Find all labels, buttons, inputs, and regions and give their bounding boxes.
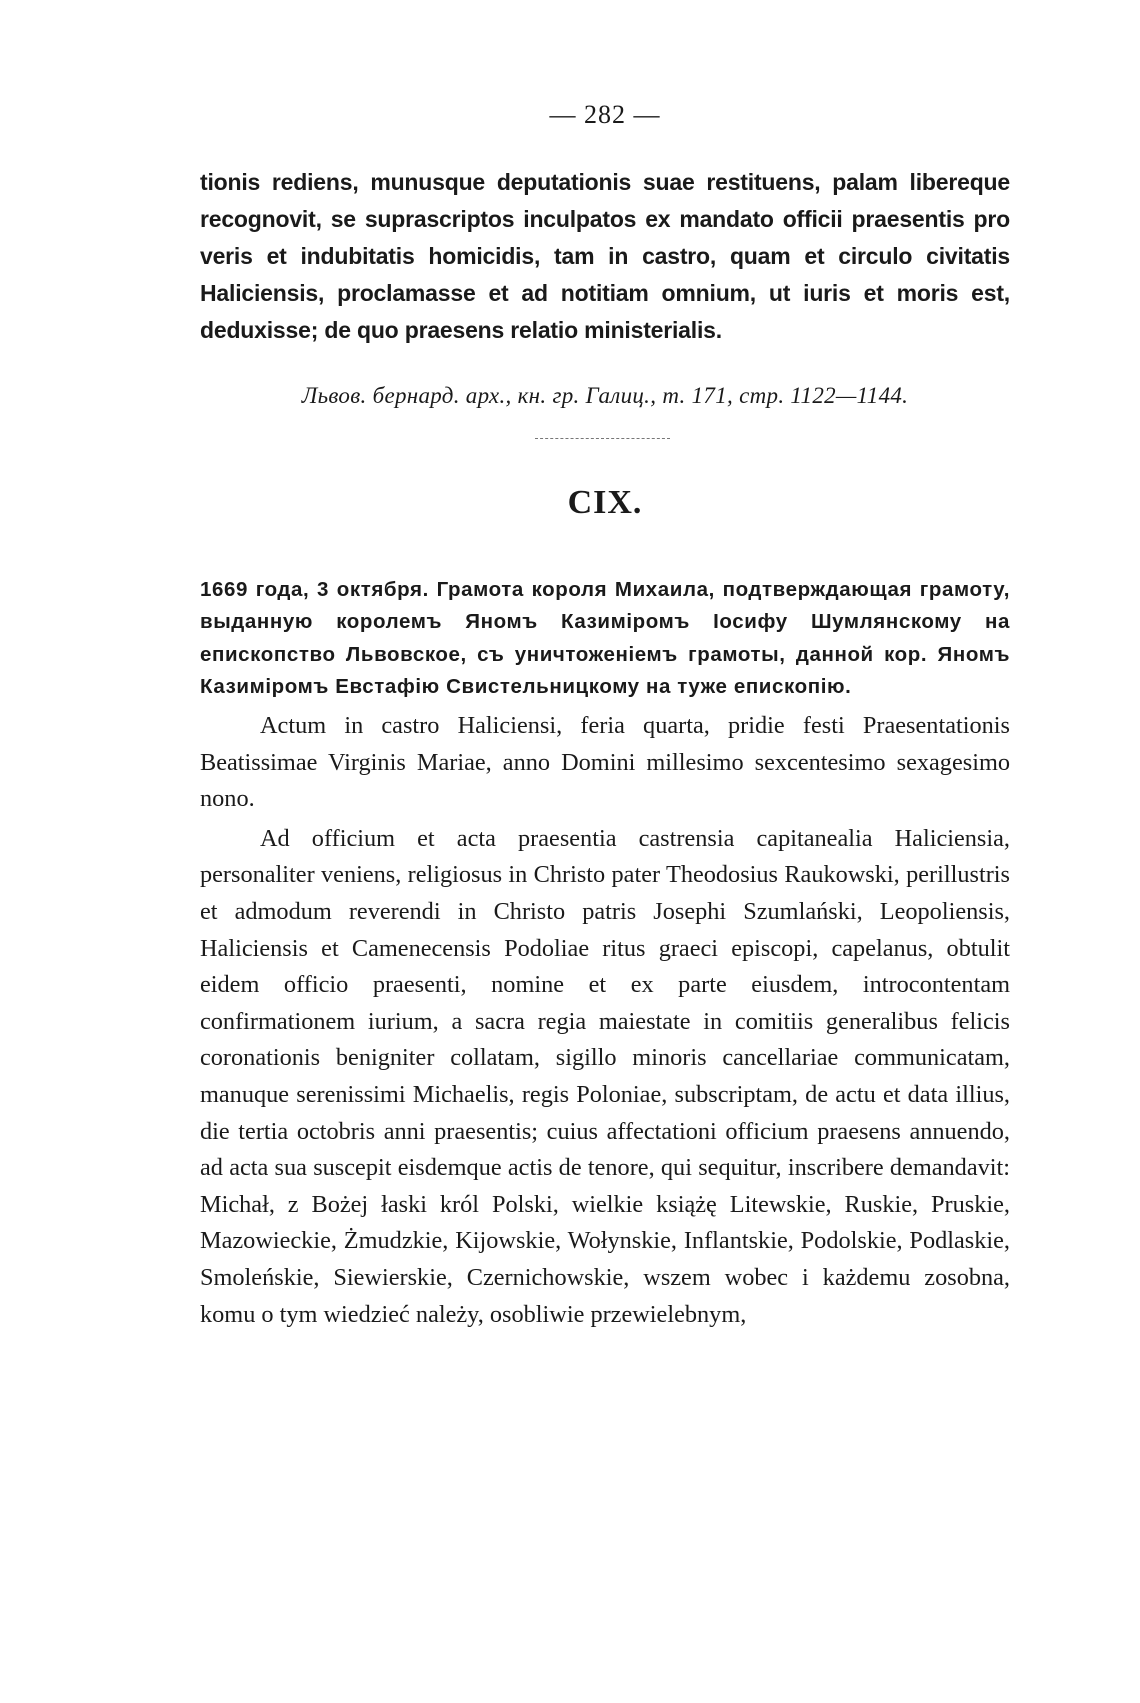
source-reference: Львов. бернард. арх., кн. гр. Галиц., т. 171, стр. 1122—1144. bbox=[301, 383, 909, 408]
body-paragraph-actum: Actum in castro Haliciensi, feria quarta, pridie festi Praesentationis Beatissimae Virginis Mariae, anno Domini millesimo sexcentesimo sexagesimo nono. bbox=[200, 712, 1010, 813]
body-paragraph-officium: Ad officium et acta praesentia castrensia capitanealia Haliciensia, personaliter veniens, religiosus in Christo pater Theodosius Raukowski, perillustris et admodum reverendi in Christo patris Josephi Szumlański, Leopoliensis, Haliciensis et Camenecensis Podoliae ritus graeci episcopi, capelanus, obtulit eidem officio praesenti, nomine et ex parte eiusdem, introcontentam confirmationem iurium, a sacra regia maiestate in comitiis generalibus felicis coronationis benigniter collatam, sigillo minoris cancellariae communicatam, manuque serenissimi Michaelis, regis Poloniae, subscriptam, de actu et data illius, die tertia octobris anni praesentis; cuius affectationi officium praesens annuendo, ad acta sua suscepit eisdemque actis de tenore, qui sequitur, inscribere demandavit: Michał, z Bożej łaski król Polski, wielkie książę Litewskie, Ruskie, Pruskie, Mazowieckie, Żmudzkie, Kijowskie, Wołynskie, Inflantskie, Podolskie, Podlaskie, Smoleńskie, Siewierskie, Czernichowskie, wszem wobec i każdemu zosobna, komu o tym wiedzieć należy, osobliwie przewielebnym, bbox=[200, 824, 1010, 1328]
section-heading: CIX. bbox=[567, 484, 643, 521]
page-number: — 282 — bbox=[549, 100, 661, 129]
document-summary: 1669 года, 3 октября. Грамота короля Михаила, подтверждающая грамоту, выданную королемъ Яномъ Казиміромъ Іосифу Шумлянскому на епископство Львовское, съ уничтоженіемъ грамоты, данной кор. Яномъ Казиміромъ Евстафію Свистельницкому на туже епископію. bbox=[200, 577, 1010, 699]
body-text bbox=[200, 708, 1010, 1333]
section-divider bbox=[535, 438, 670, 439]
continuation-paragraph: tionis rediens, munusque deputationis suae restituens, palam libereque recognovit, se suprascriptos inculpatos ex mandato officii praesentis pro veris et indubitatis homicidis, tam in castro, quam et circulo civitatis Haliciensis, proclamasse et ad notitiam omnium, ut iuris et moris est, deduxisse; de quo praesens relatio ministerialis. bbox=[200, 169, 1010, 343]
